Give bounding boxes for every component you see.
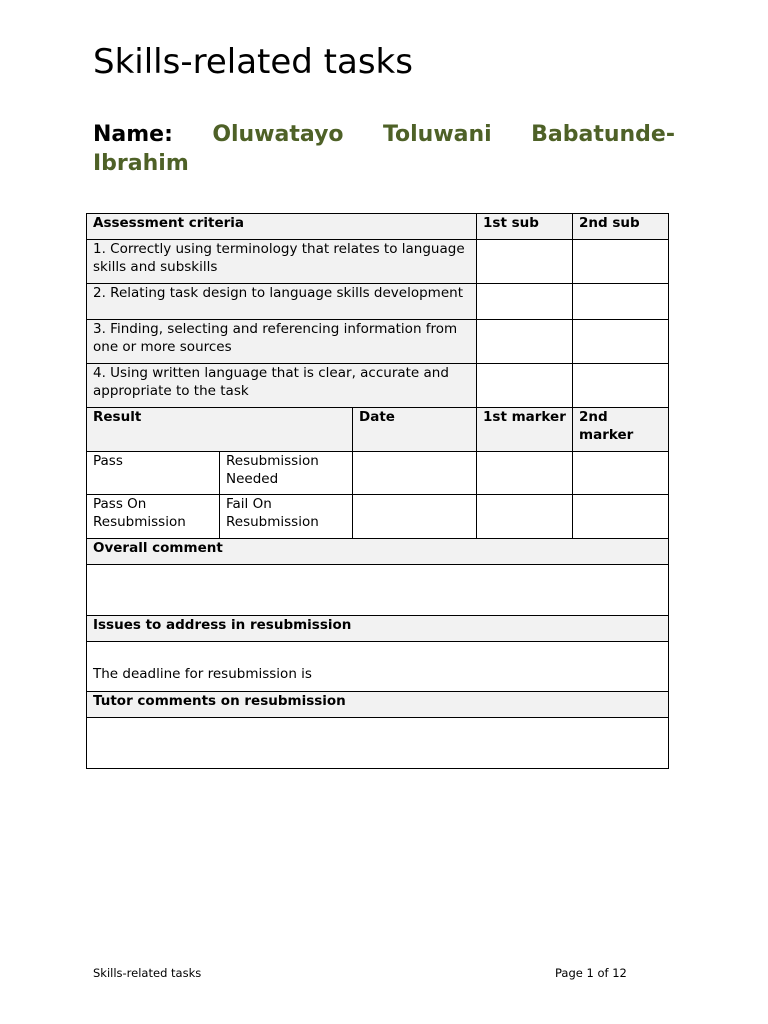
result-header-row xyxy=(87,408,669,452)
criterion-1-second-sub-cell[interactable] xyxy=(573,240,669,284)
criterion-1-first-sub-cell[interactable] xyxy=(477,240,573,284)
student-surname-first: Babatunde- xyxy=(531,122,675,147)
first-marker-header: 1st marker xyxy=(477,408,573,452)
overall-comment-row xyxy=(87,565,669,616)
criterion-4-second-sub-cell[interactable] xyxy=(573,364,669,408)
student-name-line xyxy=(93,120,675,149)
issues-header: Issues to address in resubmission xyxy=(87,616,669,642)
deadline-text[interactable]: The deadline for resubmission is xyxy=(87,642,669,692)
issues-row xyxy=(87,642,669,692)
tutor-comments-row xyxy=(87,718,669,769)
criterion-1: 1. Correctly using terminology that relates to language skills and subskills xyxy=(87,240,477,284)
criterion-4: 4. Using written language that is clear, accurate and appropriate to the task xyxy=(87,364,477,408)
tutor-comments-header-row xyxy=(87,692,669,718)
criterion-3-first-sub-cell[interactable] xyxy=(477,320,573,364)
criterion-2: 2. Relating task design to language skills development xyxy=(87,284,477,320)
resubmission-needed-option[interactable]: Resubmission Needed xyxy=(220,452,353,495)
tutor-comments-header: Tutor comments on resubmission xyxy=(87,692,669,718)
pass-on-resubmission-option[interactable]: Pass On Resubmission xyxy=(87,495,220,539)
assessment-table xyxy=(86,213,669,769)
second-marker-header: 2nd marker xyxy=(573,408,669,452)
result-row xyxy=(87,495,669,539)
criterion-row xyxy=(87,284,669,320)
criterion-row xyxy=(87,320,669,364)
overall-comment-header: Overall comment xyxy=(87,539,669,565)
tutor-comments-field[interactable] xyxy=(87,718,669,769)
criterion-row xyxy=(87,240,669,284)
pass-option[interactable]: Pass xyxy=(87,452,220,495)
criterion-2-first-sub-cell[interactable] xyxy=(477,284,573,320)
date-cell[interactable] xyxy=(353,452,477,495)
page-title: Skills-related tasks xyxy=(93,42,413,82)
fail-on-resubmission-option[interactable]: Fail On Resubmission xyxy=(220,495,353,539)
name-label: Name: xyxy=(93,122,173,147)
issues-header-row xyxy=(87,616,669,642)
second-sub-header: 2nd sub xyxy=(573,214,669,240)
criterion-3: 3. Finding, selecting and referencing information from one or more sources xyxy=(87,320,477,364)
criterion-2-second-sub-cell[interactable] xyxy=(573,284,669,320)
overall-comment-header-row xyxy=(87,539,669,565)
criterion-3-second-sub-cell[interactable] xyxy=(573,320,669,364)
result-header: Result xyxy=(87,408,353,452)
resubmission-date-cell[interactable] xyxy=(353,495,477,539)
criteria-header-row xyxy=(87,214,669,240)
resubmission-first-marker-cell[interactable] xyxy=(477,495,573,539)
student-name-block xyxy=(93,120,675,178)
date-header: Date xyxy=(353,408,477,452)
student-surname-last: Ibrahim xyxy=(93,151,189,176)
footer-document-title: Skills-related tasks xyxy=(93,966,202,980)
footer-page-number: Page 1 of 12 xyxy=(555,966,627,980)
criteria-header: Assessment criteria xyxy=(87,214,477,240)
second-marker-cell[interactable] xyxy=(573,452,669,495)
student-middle-name: Toluwani xyxy=(382,122,492,147)
resubmission-second-marker-cell[interactable] xyxy=(573,495,669,539)
overall-comment-field[interactable] xyxy=(87,565,669,616)
first-sub-header: 1st sub xyxy=(477,214,573,240)
first-marker-cell[interactable] xyxy=(477,452,573,495)
student-first-name: Oluwatayo xyxy=(212,122,344,147)
criterion-4-first-sub-cell[interactable] xyxy=(477,364,573,408)
criterion-row xyxy=(87,364,669,408)
result-row xyxy=(87,452,669,495)
